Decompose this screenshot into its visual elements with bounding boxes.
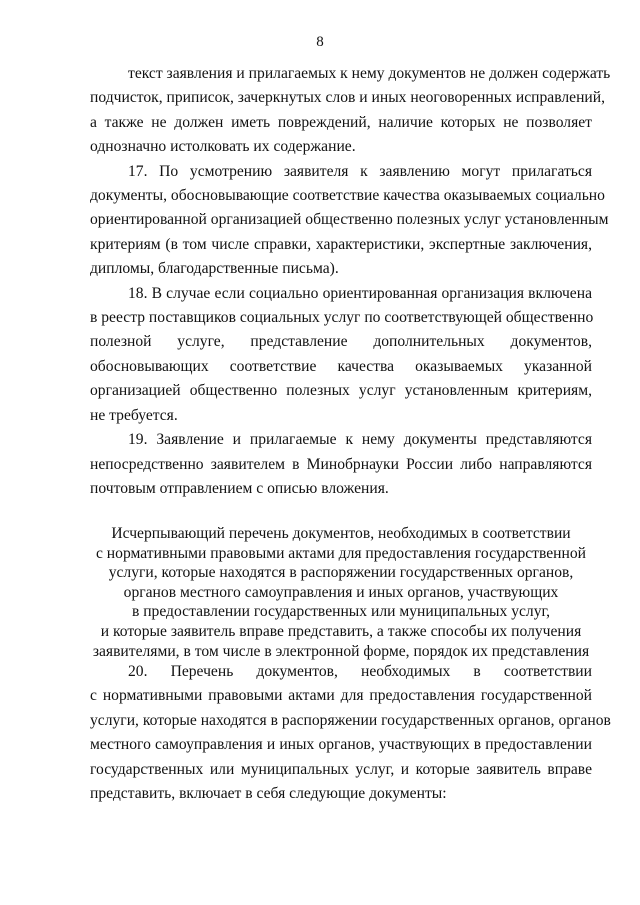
heading-line: услуги, которые находятся в распоряжении государственных органов, (108, 564, 574, 582)
document-body-top (90, 62, 611, 501)
page-number: 8 (316, 34, 324, 50)
heading-line: Исчерпывающий перечень документов, необходимых в соответствии (111, 525, 571, 542)
heading-line: в предоставлении государственных или муниципальных услуг, (131, 603, 551, 621)
paragraph-20-line: услуги, которые находятся в распоряжении государственных органов, органов (90, 711, 611, 729)
paragraph-17-line: критериям (в том числе справки, характеристики, экспертные заключения, (90, 235, 592, 253)
paragraph-18-line: организацией общественно полезных услуг установленным критериям, (90, 382, 592, 400)
paragraph-19-line: 19. Заявление и прилагаемые к нему документы представляются (128, 431, 592, 449)
heading-line: с нормативными правовыми актами для предоставления государственной (95, 544, 587, 562)
heading-line: и которые заявитель вправе представить, а также способы их получения (100, 622, 582, 640)
paragraph-18-line: 18. В случае если социально ориентированная организация включена (128, 284, 592, 302)
section-heading (90, 524, 592, 661)
paragraph-20-line: местного самоуправления и иных органов, участвующих в предоставлении (90, 736, 592, 754)
paragraph-18-line: полезной услуге, представление дополнительных документов, (90, 333, 592, 351)
paragraph-19-line: почтовым отправлением с описью вложения. (90, 479, 389, 497)
paragraph-18-line: не требуется. (90, 406, 178, 424)
heading-line: органов местного самоуправления и иных органов, участвующих (123, 583, 559, 601)
paragraph-20-line: 20. Перечень документов, необходимых в соответствии (128, 663, 592, 680)
text-line: текст заявления и прилагаемых к нему документов не должен содержать (128, 65, 611, 82)
text-line: а также не должен иметь повреждений, наличие которых не позволяет (90, 113, 592, 131)
paragraph-20-line: с нормативными правовыми актами для предоставления государственной (90, 687, 592, 705)
document-body-bottom (90, 660, 611, 806)
paragraph-20-line: государственных или муниципальных услуг, и которые заявитель вправе (90, 760, 592, 778)
text-line: однозначно истолковать их содержание. (90, 138, 356, 156)
paragraph-20-line: представить, включает в себя следующие документы: (90, 785, 447, 803)
paragraph-17-line: дипломы, благодарственные письма). (90, 260, 339, 278)
paragraph-19-line: непосредственно заявителем в Минобрнауки России либо направляются (90, 455, 592, 473)
paragraph-18-line: в реестр поставщиков социальных услуг по соответствующей общественно (90, 309, 594, 327)
paragraph-17-line: 17. По усмотрению заявителя к заявлению могут прилагаться (128, 162, 592, 180)
paragraph-18-line: обосновывающих соответствие качества оказываемых указанной (90, 357, 592, 375)
paragraph-17-line: документы, обосновывающие соответствие качества оказываемых социально (90, 187, 605, 205)
text-line: подчисток, приписок, зачеркнутых слов и иных неоговоренных исправлений, (90, 89, 605, 107)
paragraph-17-line: ориентированной организацией общественно полезных услуг установленным (90, 211, 609, 229)
heading-line: заявителями, в том числе в электронной форме, порядок их представления (92, 642, 590, 660)
